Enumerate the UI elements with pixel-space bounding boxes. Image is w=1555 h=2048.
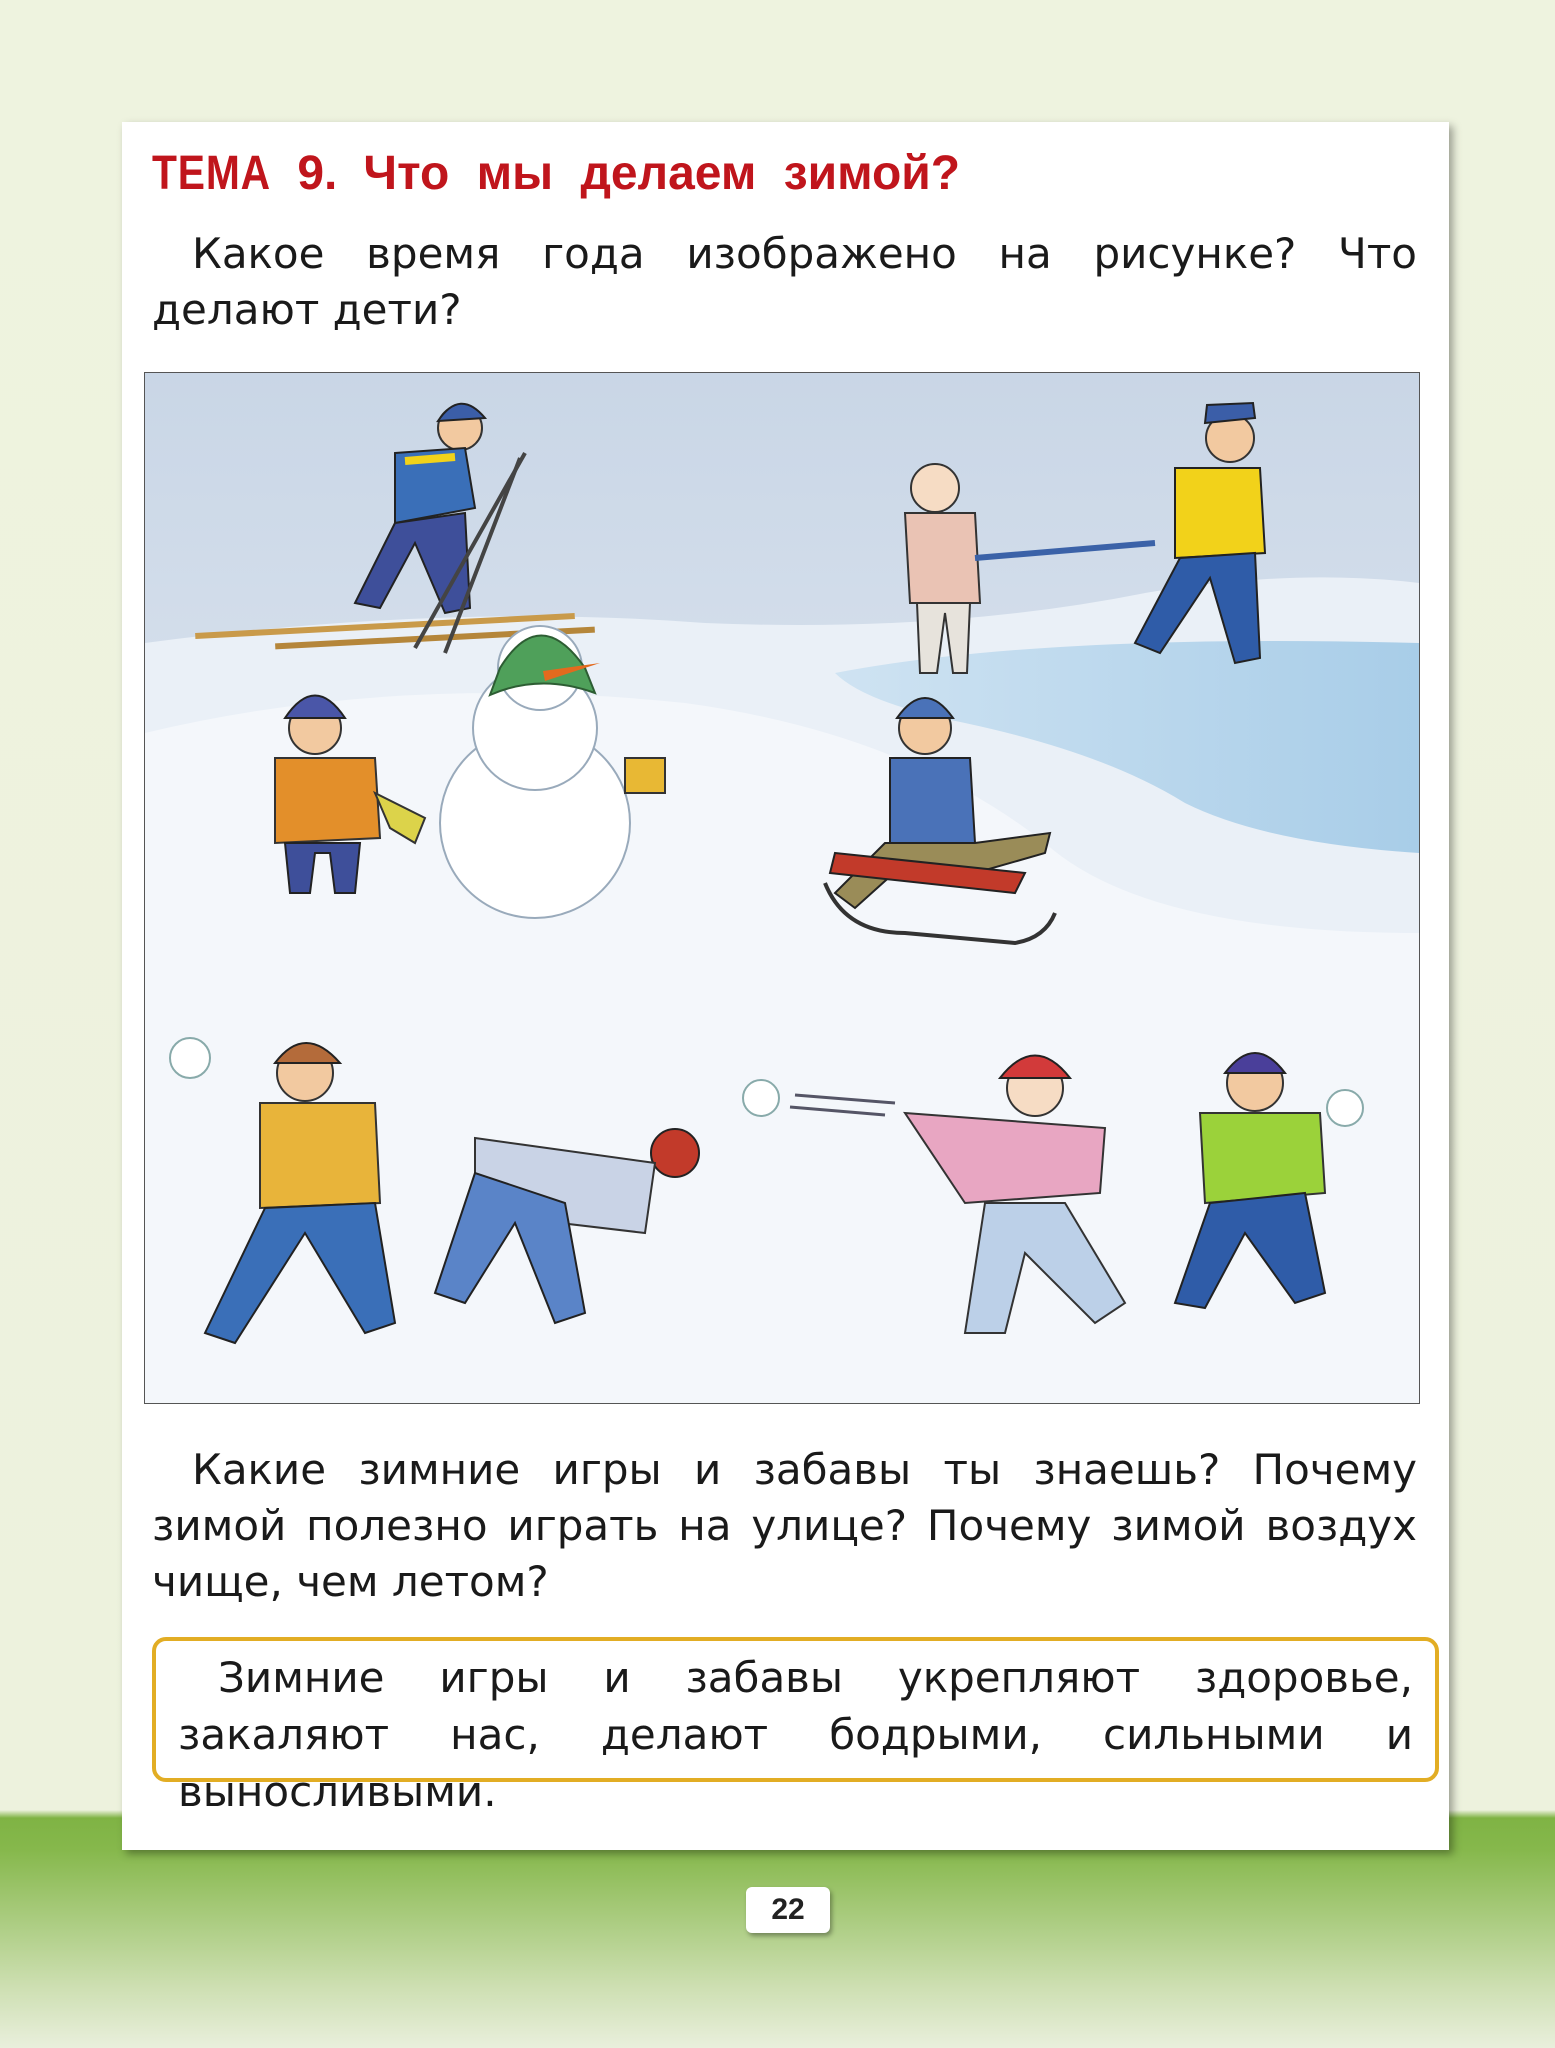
- snowman-bucket: [625, 758, 665, 793]
- lesson-number: 9.: [297, 147, 338, 200]
- lesson-title: [152, 146, 960, 201]
- rule-box: [152, 1637, 1439, 1816]
- snowball-flying: [743, 1080, 779, 1116]
- lesson-label: ТЕМА: [152, 147, 271, 200]
- boy1-jacket: [260, 1103, 380, 1208]
- page-number: 22: [746, 1887, 830, 1933]
- question-discussion: Какие зимние игры и забавы ты знаешь? Почему зимой полезно играть на улице? Почему зимой воздух чище, чем летом?: [152, 1445, 1417, 1606]
- winter-illustration: [144, 372, 1420, 1404]
- rule-text: Зимние игры и забавы укрепляют здоровье, закаляют нас, делают бодрыми, сильными и выносливыми.: [178, 1653, 1413, 1816]
- lesson-topic: Что мы делаем зимой?: [363, 147, 961, 200]
- question-intro: Какое время года изображено на рисунке? Что делают дети?: [152, 229, 1417, 334]
- sledder-jacket: [890, 758, 975, 843]
- textbook-page: [122, 122, 1449, 1850]
- skier-jacket-stripe: [405, 457, 455, 461]
- child-coat: [275, 758, 380, 843]
- boy-skater-jacket: [1175, 468, 1265, 558]
- girl-skater-head: [911, 464, 959, 512]
- girl-skater-coat: [905, 513, 980, 603]
- boy2-hat: [651, 1129, 699, 1177]
- snowball-1: [170, 1038, 210, 1078]
- snowball-2: [1327, 1090, 1363, 1126]
- boy3-jacket: [1200, 1113, 1325, 1203]
